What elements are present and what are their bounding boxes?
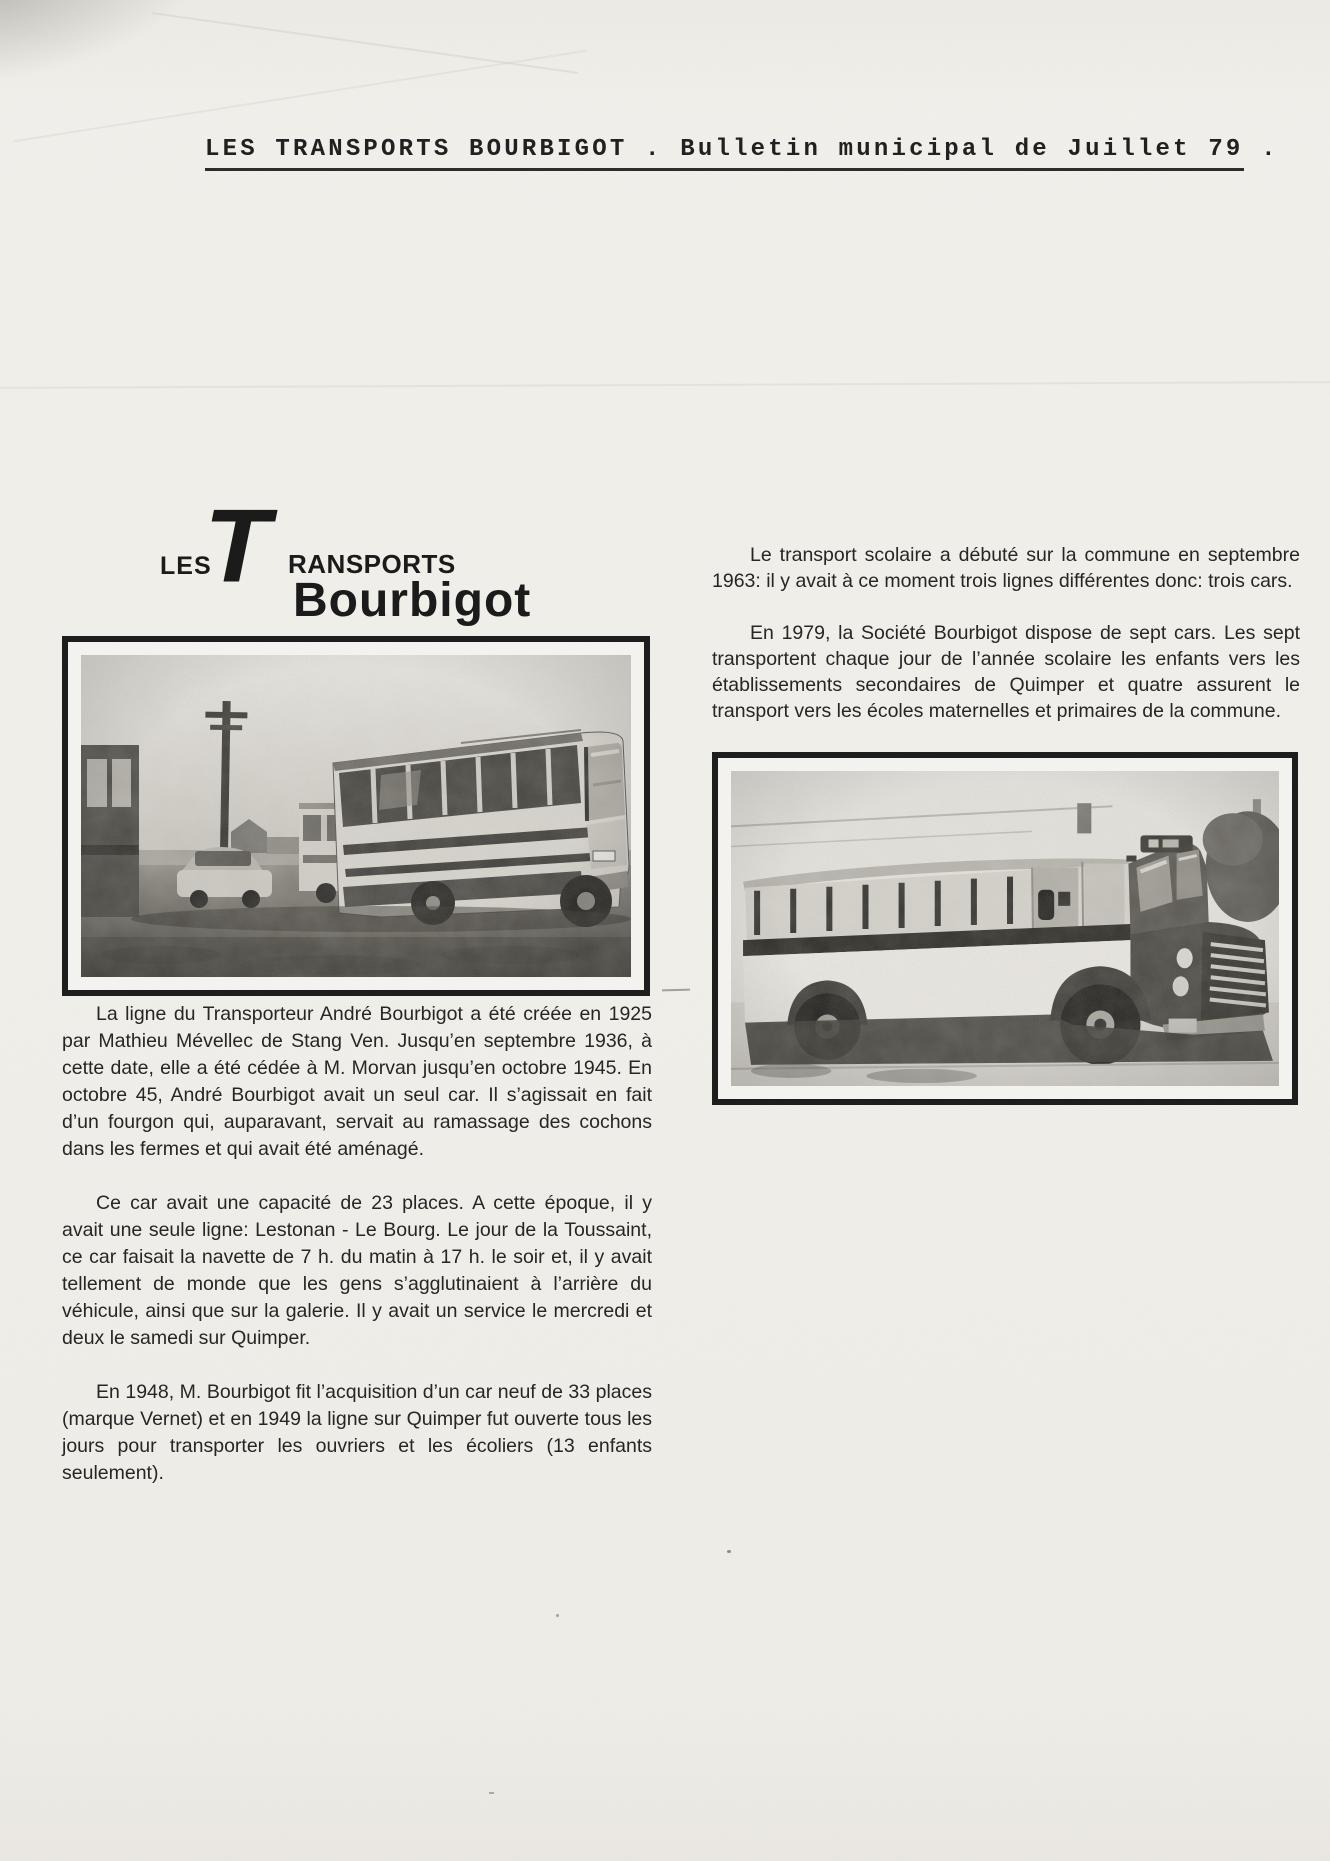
- paragraph-ligne-1925: La ligne du Transporteur André Bourbigot a été créée en 1925 par Mathieu Mévellec de Stang Ven. Jusqu’en septembre 1936, à cette date, elle a été cédée à M. Morvan jusqu’en octobre 1945. En octobre 45, André Bourbigot avait un seul car. Il s’agissait en fait d’un fourgon qui, auparavant, servait au ramassage des cochons dans les fermes et qui avait été aménagé.: [62, 1003, 652, 1160]
- scan-crease: [0, 381, 1330, 389]
- paragraph-23-places: Ce car avait une capacité de 23 places. A cette époque, il y avait une seule ligne: Lestonan - Le Bourg. Le jour de la Toussaint, ce car faisait la navette de 7 h. du matin à 17 h. le soir et, il y avait tellement de monde que les gens s’agglutinaient à l’arrière du véhicule, ainsi que sur la galerie. Il y avait un service le mercredi et deux le samedi sur Quimper.: [62, 1192, 652, 1349]
- paragraph-en-1979: En 1979, la Société Bourbigot dispose de sept cars. Les sept transportent chaque jour de l’année scolaire les enfants vers les établissements secondaires de Quimper et quatre assurent le transport vers les écoles maternelles et primaires de la commune.: [712, 622, 1300, 722]
- right-column: [712, 542, 1300, 750]
- company-logo: LES T RANSPORTS Bourbigot: [160, 487, 532, 627]
- scan-crease: [152, 12, 578, 74]
- left-column: [62, 1001, 652, 1514]
- logo-les-label: LES: [160, 552, 212, 580]
- scan-speck: [556, 1614, 559, 1617]
- scan-fold-shade: [0, 0, 216, 88]
- header-tail: .: [1243, 136, 1279, 163]
- logo-bourbigot: Bourbigot: [293, 574, 532, 627]
- paragraph-transport-scolaire: Le transport scolaire a débuté sur la commune en septembre 1963: il y avait à ce moment trois lignes différentes donc: trois cars.: [712, 544, 1300, 592]
- paragraph-en-1948: En 1948, M. Bourbigot fit l’acquisition d’un car neuf de 33 places (marque Vernet) et en 1949 la ligne sur Quimper fut ouverte tous les jours pour transporter les ouvriers et les écoliers (13 enfants seulement).: [62, 1381, 652, 1484]
- scan-speck: [489, 1792, 494, 1794]
- left-photo-buses: [62, 636, 650, 996]
- page-header: [205, 136, 1279, 163]
- right-photo-vintage-bus: [712, 752, 1298, 1105]
- header-title: LES TRANSPORTS BOURBIGOT . Bulletin municipal de Juillet 79: [205, 136, 1244, 171]
- right-photo-image: [731, 771, 1279, 1086]
- left-photo-image: [81, 655, 631, 977]
- scan-speck: [727, 1550, 731, 1553]
- scan-mark: [662, 989, 690, 992]
- logo-ransports: RANSPORTS: [288, 549, 456, 579]
